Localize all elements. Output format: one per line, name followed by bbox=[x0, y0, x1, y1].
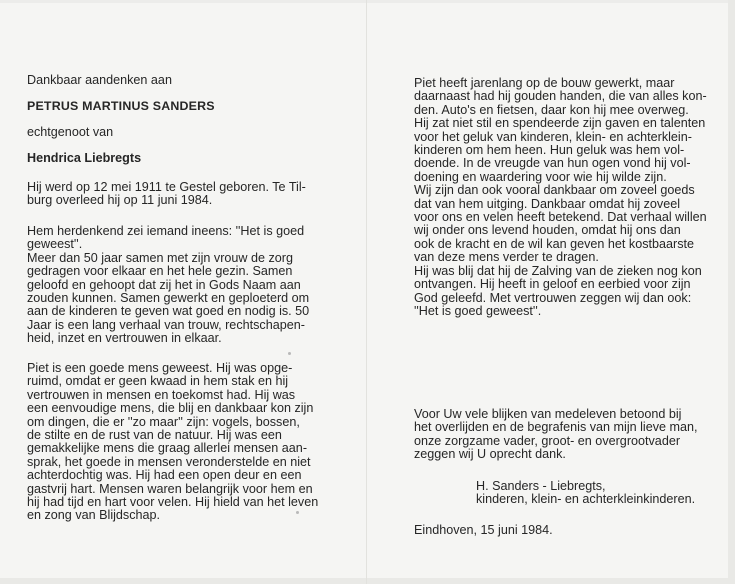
birth-death-paragraph: Hij werd op 12 mei 1911 te Gestel geboren. Te Til- burg overleed hij op 11 juni 1984. bbox=[27, 180, 306, 208]
remembrance-paragraph: Hem herdenkend zei iemand ineens: ''Het is goed geweest''. Meer dan 50 jaar samen met zijn vrouw de zorg gedragen voor elkaar en het hele gezin. Samen geloofd en gehoopt dat zij het in Gods Naam aan zouden kunnen. Samen gewerkt en geploeterd om aan de kinderen te geven wat goed en nodig is. 50 Jaar is een lang verhaal van trouw, rechtschapen- heid, inzet en vertrouwen in elkaar. bbox=[27, 224, 310, 346]
family-signature: H. Sanders - Liebregts, kinderen, klein- en achterkleinkinderen. bbox=[476, 479, 696, 507]
deceased-name: PETRUS MARTINUS SANDERS bbox=[27, 99, 215, 113]
spouse-name: Hendrica Liebregts bbox=[27, 151, 142, 165]
intro-text: Dankbaar aandenken aan bbox=[27, 73, 172, 87]
card-bottom-edge bbox=[0, 578, 735, 584]
thanks-paragraph: Voor Uw vele blijken van medeleven betoond bij het overlijden en de begrafenis van mijn lieve man, onze zorgzame vader, groot- en overgrootvader zeggen wij U oprecht dank. bbox=[414, 407, 698, 462]
card-fold-line bbox=[366, 0, 367, 584]
work-paragraph: Piet heeft jarenlang op de bouw gewerkt, maar daarnaast had hij gouden handen, die van alles kon- den. Auto's en fietsen, daar kon hij mee overweg. Hij zat niet stil en spendeerde zijn gaven en talenten voor het geluk van kinderen, klein- en achterklein- kinderen om hem heen. Hun geluk was hem vol- doende. In de vreugde van hun ogen vond hij vol- doening en waardering voor wie hij wilde zijn. Wij zijn dan ook vooral dankbaar om zoveel goeds dat van hem uitging. Dankbaar omdat hij zoveel voor ons en velen heeft betekend. Dat verhaal willen wij onder ons levend houden, omdat hij ons dan ook de kracht en de wil kan geven het kostbaarste van deze mens verder te dragen. Hij was blij dat hij de Zalving van de zieken nog kon ontvangen. Hij heeft in geloof en eerbied voor zijn God geleefd. Met vertrouwen zeggen wij dan ook: ''Het is goed geweest''. bbox=[414, 76, 707, 318]
card-top-edge bbox=[0, 0, 735, 3]
spouse-intro: echtgenoot van bbox=[27, 125, 114, 139]
place-and-date: Eindhoven, 15 juni 1984. bbox=[414, 523, 553, 537]
card-right-edge bbox=[728, 0, 735, 584]
paper-speck bbox=[288, 352, 291, 355]
character-paragraph: Piet is een goede mens geweest. Hij was opge- ruimd, omdat er geen kwaad in hem stak en hij vertrouwen in mensen en toekomst had. Hij was een eenvoudige mens, die blij en dankbaar kon zijn om dingen, die er ''zo maar'' zijn: vogels, bossen, de stilte en de rust van de natuur. Hij was een gemakkelijke mens die graag allerlei mensen aan- sprak, het goede in mensen veronderstelde en niet achterdochtig was. Hij had een open deur en een gastvrij hart. Mensen waren belangrijk voor hem en hij had tijd en hart voor velen. Hij hield van het leven en zong van Blijdschap. bbox=[27, 361, 319, 523]
